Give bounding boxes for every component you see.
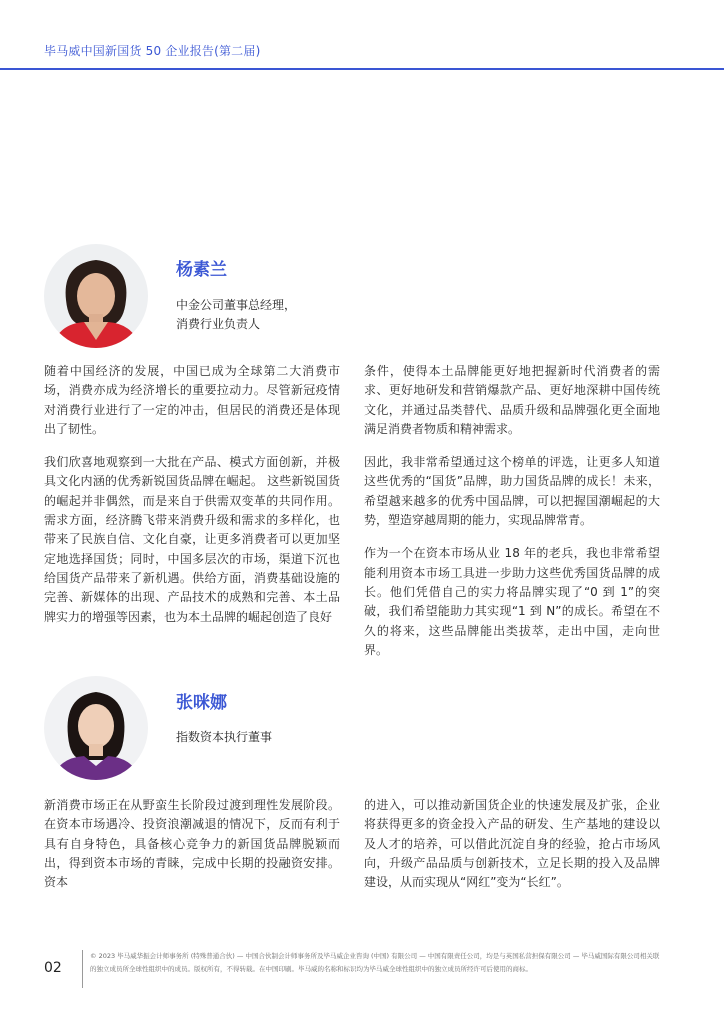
statement-column-right — [364, 796, 660, 906]
paragraph: 随着中国经济的发展，中国已成为全球第二大消费市场，消费亦成为经济增长的重要拉动力。尽管新冠疫情对消费行业进行了一定的冲击，但居民的消费还是体现出了韧性。 — [44, 364, 340, 436]
paragraph: 新消费市场正在从野蛮生长阶段过渡到理性发展阶段。在资本市场遇冷、投资浪潮减退的情况下，反而有利于具有自身特色，具备核心竞争力的新国货品牌脱颖而出，得到资本市场的青睐，完成中长期的投融资安排。资本 — [44, 798, 340, 890]
statement-column-left — [44, 362, 340, 641]
profile-name: 张咪娜 — [176, 693, 227, 713]
statement-column-right — [364, 362, 660, 674]
profile-role-line: 消费行业负责人 — [176, 317, 261, 331]
paragraph: 的进入，可以推动新国货企业的快速发展及扩张，企业将获得更多的资金投入产品的研发、生产基地的建设以及人才的培养，可以借此沉淀自身的经验，抢占市场风向，升级产品品质与创新技术，立足长期的投入及品牌建设，从而实现从“网红”变为“长红”。 — [364, 798, 660, 890]
avatar-zhang-mina — [44, 676, 148, 780]
page-header — [0, 0, 724, 70]
paragraph: 因此，我非常希望通过这个榜单的评选，让更多人知道这些优秀的“国货”品牌，助力国货品牌的成长！未来，希望越来越多的优秀中国品牌，可以把握国潮崛起的大势，塑造穿越周期的能力，实现品牌常青。 — [364, 455, 660, 528]
profile-role-line: 指数资本执行董事 — [176, 730, 273, 744]
paragraph: 作为一个在资本市场从业 18 年的老兵，我也非常希望能利用资本市场工具进一步助力这些优秀国货品牌的成长。他们凭借自己的实力将品牌实现了“0 到 1”的突破，我们希望能助力其实现“1 到 N”的成长。希望在不久的将来，这些品牌能出类拔萃，走出中国，走向世界。 — [364, 546, 660, 657]
statement-column-left — [44, 796, 340, 906]
paragraph: 我们欣喜地观察到一大批在产品、模式方面创新，并极具文化内涵的优秀新锐国货品牌在崛起。 这些新锐国货的崛起并非偶然，而是来自于供需双变革的共同作用。需求方面，经济腾飞带来消费升级和需求的多样化，也带来了民族自信、文化自豪，让更多消费者可以更加坚定地选择国货；同时，中国多层次的市场，渠道下沉也给国货产品带来了新机遇。供给方面，消费基础设施的完善、新媒体的出现、产品技术的成熟和完善、本土品牌实力的增强等因素，也为本土品牌的崛起创造了良好 — [44, 455, 340, 624]
avatar-yang-sulan — [44, 244, 148, 348]
profile-name: 杨素兰 — [176, 260, 227, 280]
profile-role-line: 中金公司董事总经理， — [176, 298, 297, 312]
legal-notice: © 2023 毕马威华振会计师事务所 (特殊普通合伙) — 中国合伙制会计师事务所及毕马威企业咨询 (中国) 有限公司 — 中国有限责任公司，均是与英国私营担保有限公司 — 毕马威国际有限公司相关联的独立成员所全球性组织中的成员。版权所有，不得转载。在中国印刷。毕马威的名称和标识均为毕马威全球性组织中的独立成员所经许可后使用的商标。 — [90, 952, 660, 973]
page-number: 02 — [44, 960, 62, 976]
report-title: 毕马威中国新国货 50 企业报告(第二届) — [44, 44, 261, 58]
paragraph: 条件，使得本土品牌能更好地把握新时代消费者的需求、更好地研发和营销爆款产品、更好地深耕中国传统文化，并通过品类替代、品质升级和品牌强化更全面地满足消费者物质和精神需求。 — [364, 364, 660, 436]
footer-divider — [82, 950, 83, 988]
